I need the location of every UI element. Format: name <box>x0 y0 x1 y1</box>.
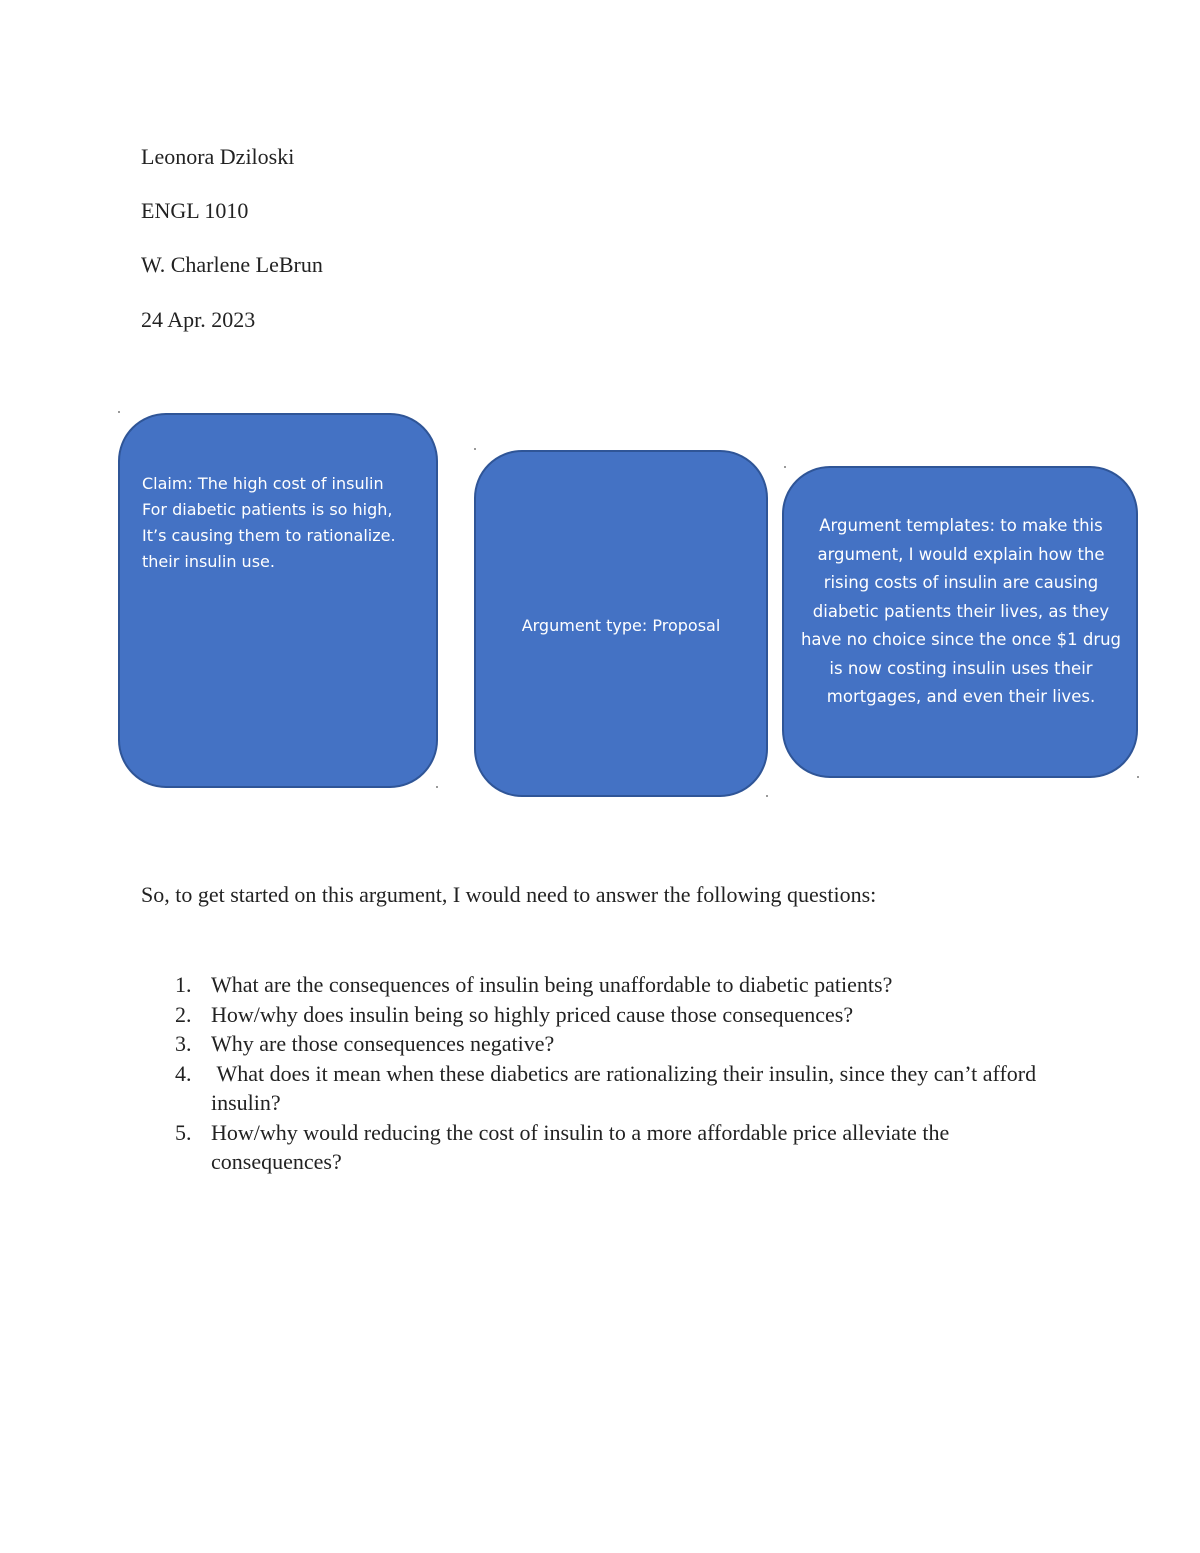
list-item-text: What are the consequences of insulin being unaffordable to diabetic patients? <box>211 972 893 997</box>
list-item <box>0 1059 1061 1118</box>
claim-text: Claim: The high cost of insulin For diabetic patients is so high, It’s causing them to rationalize. their insulin use. <box>142 474 396 571</box>
list-item <box>0 970 1061 1000</box>
argument-type-box <box>474 450 768 797</box>
list-item-text: How/why would reducing the cost of insulin to a more affordable price alleviate the consequences? <box>211 1119 950 1174</box>
shape-corner-dot <box>1137 776 1139 778</box>
document-date: 24 Apr. 2023 <box>141 307 256 332</box>
list-item-number: 1. <box>175 972 192 997</box>
instructor-name: W. Charlene LeBrun <box>141 252 323 277</box>
list-item <box>0 1029 1061 1059</box>
course-name: ENGL 1010 <box>141 198 249 223</box>
shape-corner-dot <box>474 448 476 450</box>
list-item-number: 2. <box>175 1001 192 1027</box>
shape-corner-dot <box>436 786 438 788</box>
claim-box <box>118 413 438 788</box>
list-item-text: Why are those consequences negative? <box>211 1031 555 1056</box>
list-item <box>0 1000 1061 1030</box>
list-item-text: How/why does insulin being so highly priced cause those consequences? <box>211 1001 854 1027</box>
list-item-number: 3. <box>175 1031 192 1056</box>
shape-corner-dot <box>118 411 120 413</box>
questions-list <box>0 970 1200 1177</box>
shape-corner-dot <box>766 795 768 797</box>
author-name: Leonora Dziloski <box>141 144 295 169</box>
list-item-number: 4. <box>175 1060 192 1086</box>
list-item <box>0 1118 1061 1177</box>
list-item-number: 5. <box>175 1119 192 1145</box>
intro-paragraph: So, to get started on this argument, I would need to answer the following questions: <box>141 882 877 907</box>
list-item-text: What does it mean when these diabetics are rationalizing their insulin, since they can’t afford insulin? <box>211 1060 1042 1115</box>
argument-type-text: Argument type: Proposal <box>521 616 721 635</box>
argument-templates-text: Argument templates: to make this argument, I would explain how the rising costs of insulin are causing diabetic patients their lives, as they have no choice since the once $1 drug is now costing insulin uses their mortgages, and even their lives. <box>800 516 1122 706</box>
argument-templates-box <box>782 466 1138 778</box>
shape-corner-dot <box>784 466 786 468</box>
